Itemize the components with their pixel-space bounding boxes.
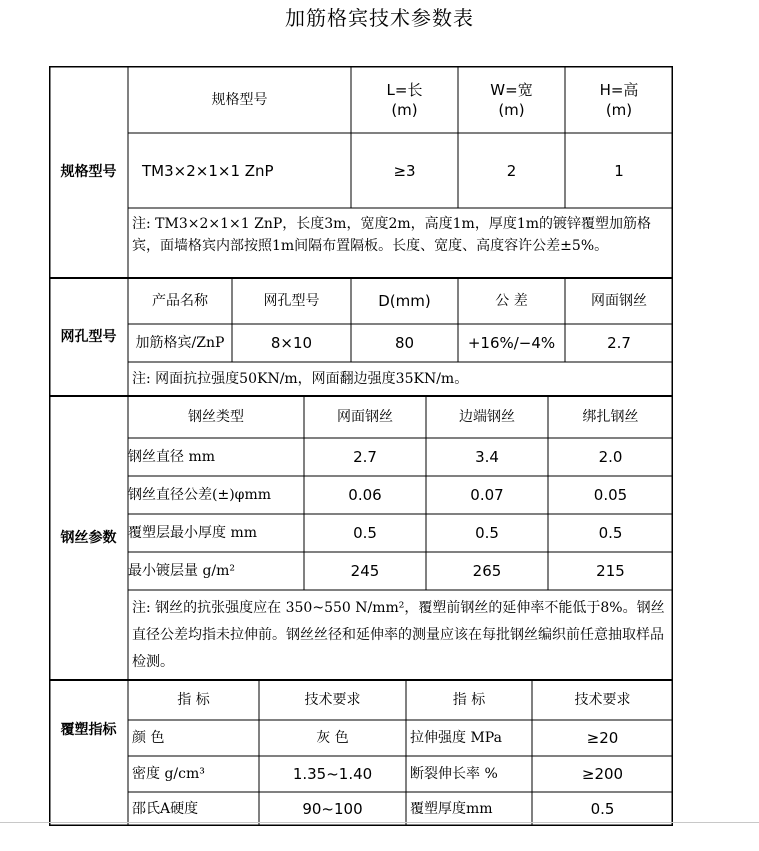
wire-row-label: 钢丝直径 mm — [128, 449, 216, 465]
wire-row-mesh: 0.06 — [348, 486, 382, 504]
spec-note: 注: TM3×2×1×1 ZnP，长度3m，宽度2m，高度1m，厚度1m的镀锌覆塑加筋格宾，面墙格宾内部按照1m间隔布置隔板。长度、宽度、高度容许公差±5%。 — [132, 216, 652, 254]
wire-row-mesh: 2.7 — [353, 448, 377, 466]
spec-header-length — [351, 66, 458, 133]
wire-row-binding: 2.0 — [598, 448, 623, 466]
spec-header-length-unit: (m) — [391, 100, 418, 119]
coat-row-requirement-2: ≥20 — [586, 729, 619, 747]
spec-length-value: ≥3 — [393, 161, 416, 180]
spec-header-width — [458, 66, 565, 133]
wire-header-type: 钢丝类型 — [188, 409, 244, 425]
coat-row-indicator-1: 颜 色 — [132, 730, 165, 746]
spec-header-height — [565, 66, 673, 133]
spec-header-width-unit: (m) — [498, 100, 525, 119]
spec-width-value: 2 — [506, 161, 517, 180]
coat-row-indicator-1: 密度 g/cm³ — [132, 766, 205, 782]
coat-row-requirement-1: 90~100 — [302, 800, 363, 818]
mesh-product-value: 加筋格宾/ZnP — [135, 335, 225, 351]
coat-row-indicator-2: 覆塑厚度mm — [410, 801, 493, 817]
coat-section-label: 覆塑指标 — [60, 722, 117, 738]
wire-row-mesh: 245 — [350, 562, 380, 580]
wire-row-edge: 265 — [472, 562, 502, 580]
spec-model-value: TM3×2×1×1 ZnP — [142, 161, 274, 180]
mesh-type-value: 8×10 — [270, 334, 313, 352]
spec-header-height-unit: (m) — [605, 100, 633, 119]
spec-header-length-label: L=长 — [386, 80, 423, 99]
wire-section-label: 钢丝参数 — [60, 530, 117, 546]
mesh-section-label: 网孔型号 — [60, 329, 117, 345]
wire-row-label: 覆塑层最小厚度 mm — [128, 525, 258, 541]
mesh-header-wire: 网面钢丝 — [591, 293, 647, 309]
parameter-table — [49, 66, 673, 826]
spec-header-width-label: W=宽 — [490, 80, 533, 99]
mesh-note: 注: 网面抗拉强度50KN/m，网面翻边强度35KN/m。 — [132, 371, 469, 387]
coat-row-requirement-2: 0.5 — [590, 800, 615, 818]
coat-row-indicator-2: 断裂伸长率 % — [410, 766, 498, 782]
spec-header-height-label: H=高 — [599, 80, 639, 99]
mesh-wire-value: 2.7 — [607, 334, 631, 352]
wire-header-binding: 绑扎钢丝 — [582, 409, 639, 425]
wire-row-binding: 215 — [596, 562, 625, 580]
wire-note: 注: 钢丝的抗张强度应在 350~550 N/mm²，覆塑前钢丝的延伸率不能低于8%。钢丝直径公差均指未拉伸前。钢丝丝径和延伸率的测量应该在每批钢丝编织前任意抽取样品检测。 — [132, 600, 665, 670]
page-title: 加筋格宾技术参数表 — [285, 6, 474, 30]
wire-row-edge: 0.5 — [475, 524, 499, 542]
coat-row-requirement-1: 灰 色 — [316, 730, 349, 746]
spec-height-value: 1 — [614, 161, 624, 180]
wire-row-label: 最小镀层量 g/m² — [128, 563, 236, 579]
mesh-header-diameter: D(mm) — [378, 292, 431, 310]
coat-header-indicator-1: 指 标 — [177, 692, 210, 708]
mesh-diameter-value: 80 — [394, 334, 415, 352]
coat-header-requirement-2: 技术要求 — [574, 692, 631, 708]
wire-row-label: 钢丝直径公差(±)φmm — [128, 487, 272, 503]
coat-header-indicator-2: 指 标 — [452, 692, 486, 708]
spec-section-label: 规格型号 — [60, 164, 117, 180]
wire-row-edge: 3.4 — [475, 448, 499, 466]
mesh-header-tolerance: 公 差 — [495, 293, 528, 309]
wire-header-edge: 边端钢丝 — [459, 409, 515, 425]
wire-row-binding: 0.5 — [598, 524, 623, 542]
wire-header-mesh: 网面钢丝 — [337, 409, 393, 425]
coat-row-indicator-1: 邵氏A硬度 — [132, 801, 199, 817]
mesh-header-product: 产品名称 — [152, 293, 208, 309]
spec-header-model: 规格型号 — [211, 91, 268, 108]
coat-row-indicator-2: 拉伸强度 MPa — [410, 730, 502, 746]
mesh-header-type: 网孔型号 — [263, 293, 320, 309]
coat-header-requirement-1: 技术要求 — [304, 692, 361, 708]
page-bottom-divider — [0, 822, 759, 823]
wire-row-edge: 0.07 — [470, 486, 504, 504]
coat-row-requirement-1: 1.35~1.40 — [292, 765, 373, 783]
wire-row-mesh: 0.5 — [353, 524, 377, 542]
mesh-tolerance-value: +16%/−4% — [467, 334, 556, 352]
wire-row-binding: 0.05 — [593, 486, 628, 504]
coat-row-requirement-2: ≥200 — [581, 765, 624, 783]
